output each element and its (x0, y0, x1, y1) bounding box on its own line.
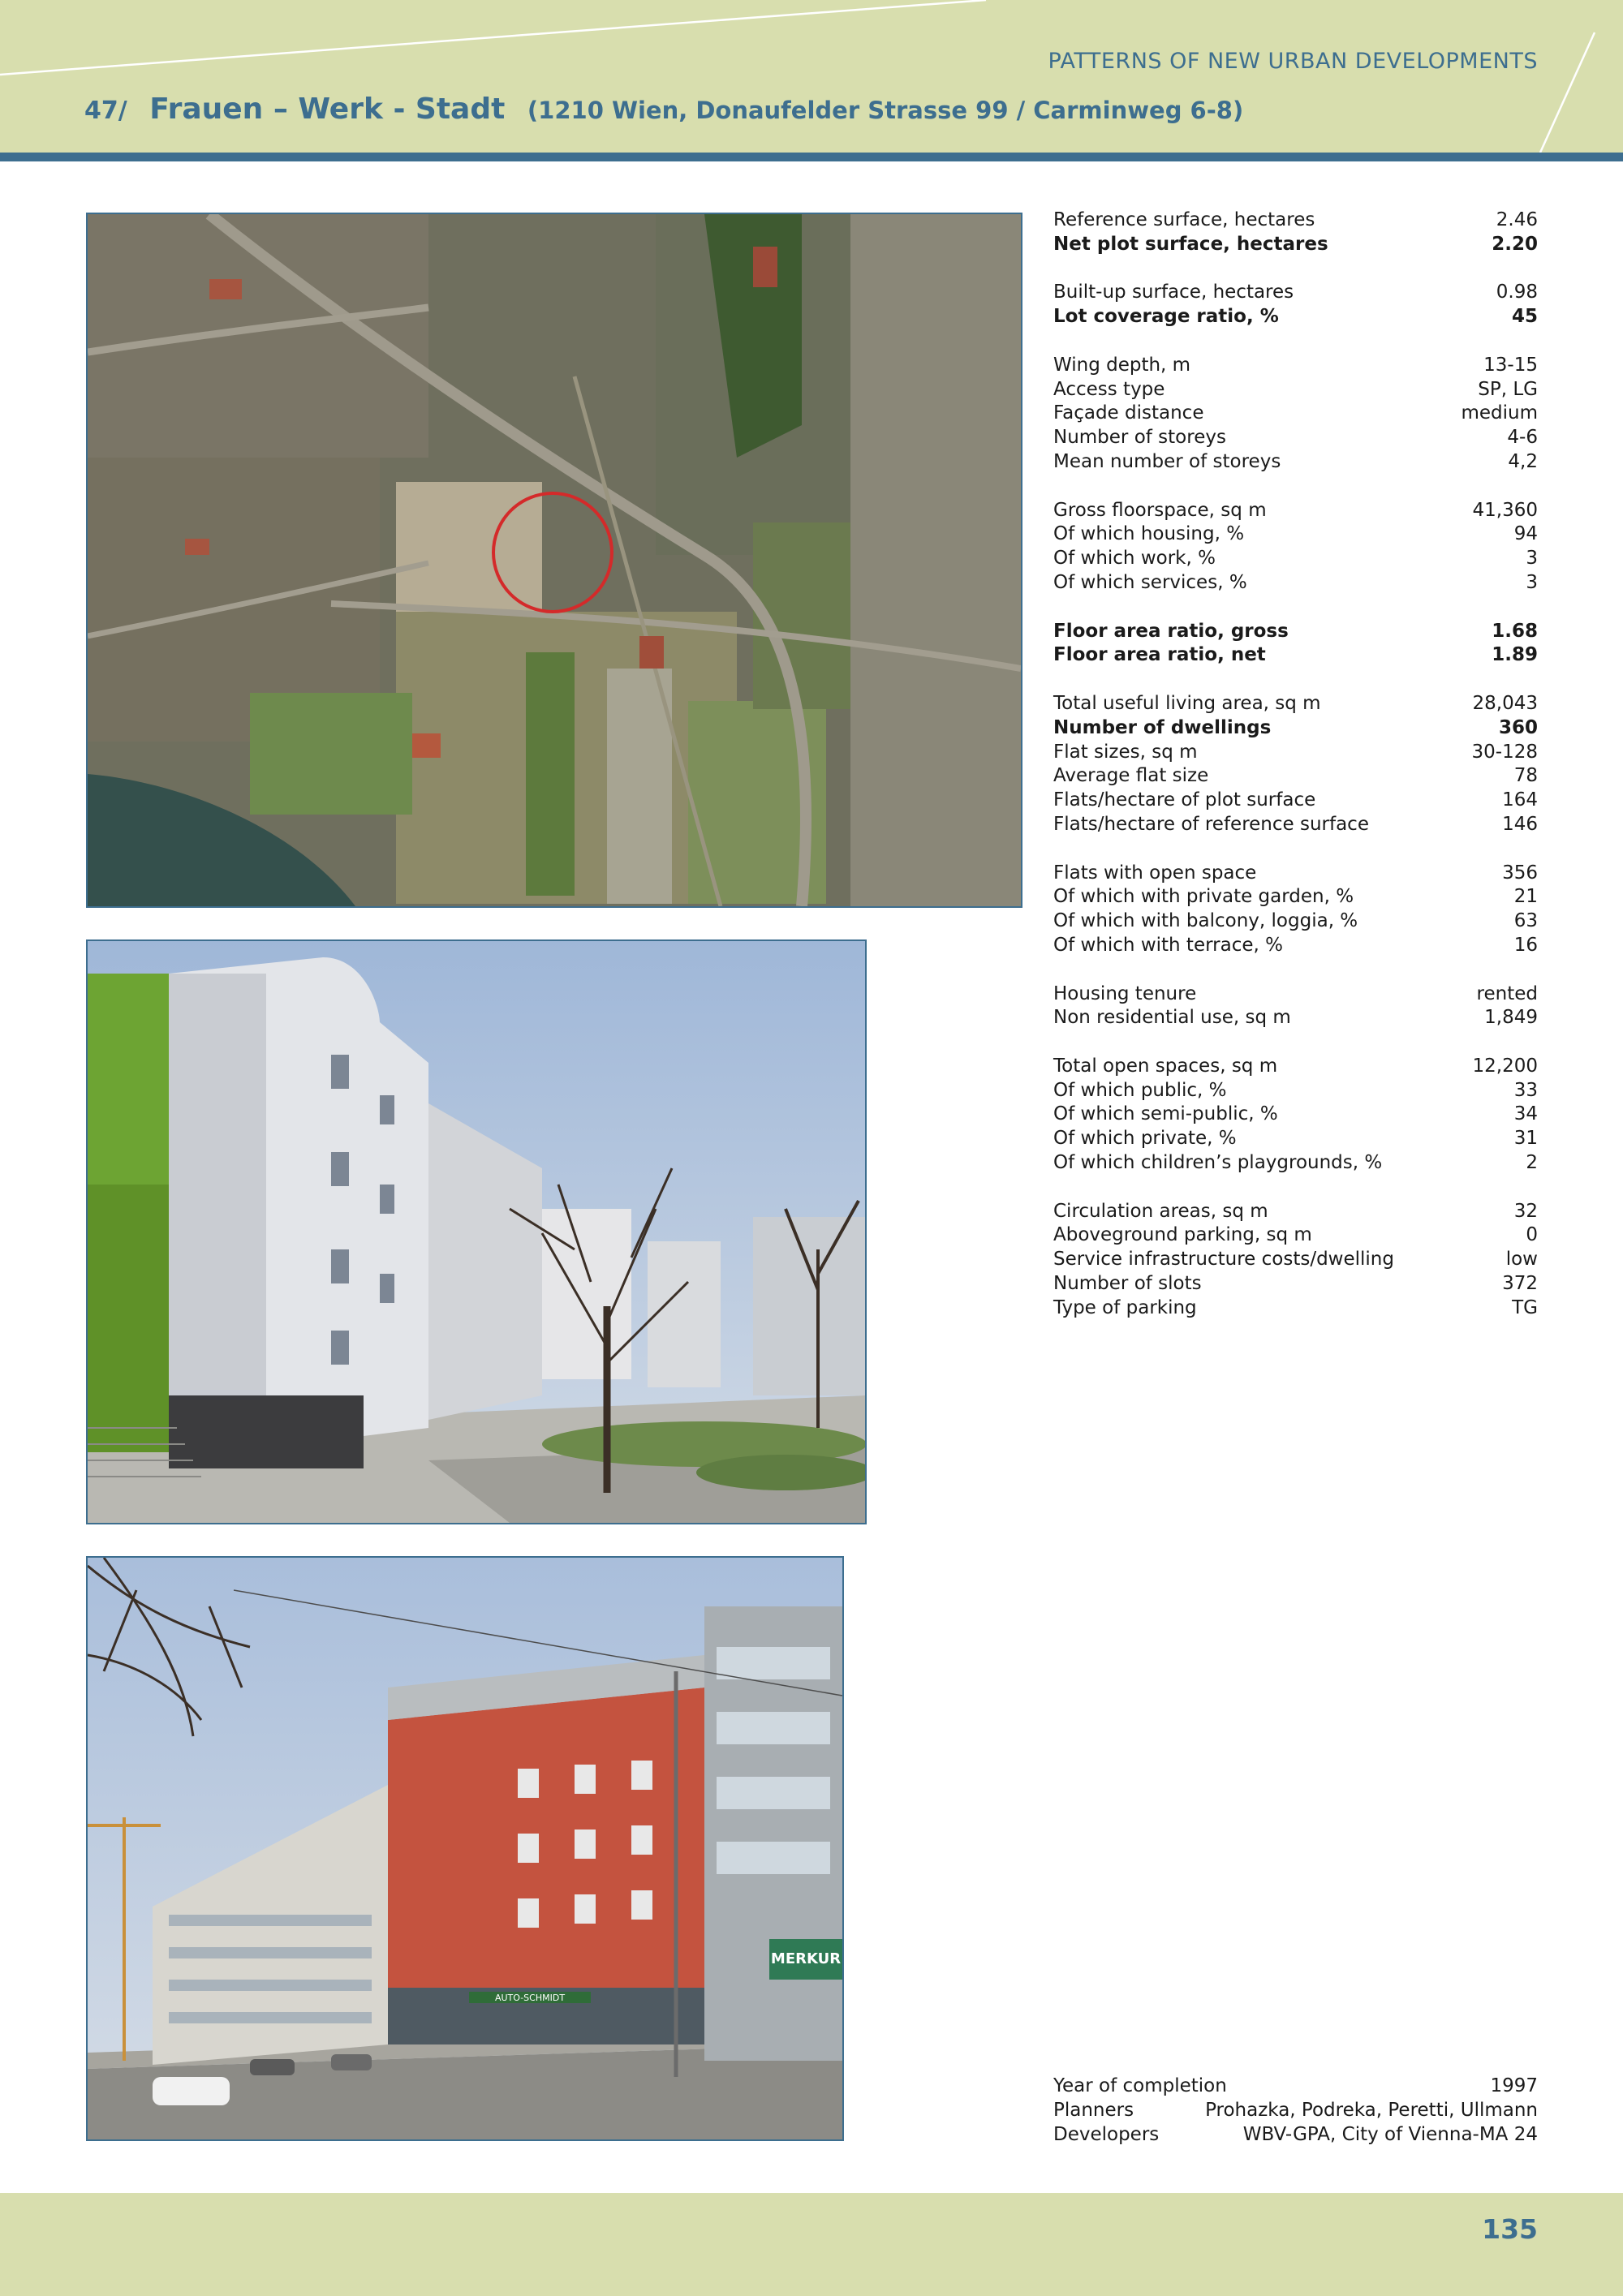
page-number: 135 (1482, 2213, 1538, 2245)
stat-label: Lot coverage ratio, % (1053, 306, 1279, 328)
stat-value: TG (1512, 1296, 1538, 1318)
stat-value: 16 (1513, 934, 1538, 956)
stat-value: 1,849 (1484, 1007, 1538, 1029)
stat-label: Number of slots (1053, 1273, 1202, 1295)
stat-label: Circulation areas, sq m (1053, 1200, 1268, 1222)
stat-row (1053, 813, 1538, 837)
aerial-site-photo (86, 213, 1022, 908)
group-gap (1053, 257, 1538, 282)
stat-value: 4-6 (1507, 427, 1538, 449)
stat-row (1053, 571, 1538, 595)
stat-value: 0 (1526, 1224, 1538, 1246)
stat-value: SP, LG (1478, 378, 1538, 400)
street-facade-photo (86, 1556, 844, 2141)
stat-value: 33 (1513, 1079, 1538, 1101)
stat-row (1053, 716, 1538, 741)
stat-row (1053, 934, 1538, 958)
aerial-image (88, 214, 1021, 906)
project-name: Frauen – Werk - Stadt (149, 92, 506, 126)
stat-label: Of which children’s playgrounds, % (1053, 1152, 1383, 1174)
shop-sign-text: AUTO-SCHMIDT (494, 1993, 566, 2003)
group-gap (1053, 329, 1538, 354)
stat-value: 45 (1511, 306, 1538, 328)
header-decoration (0, 0, 1623, 154)
stat-row (1053, 741, 1538, 765)
stat-value: 2.46 (1496, 209, 1538, 230)
stat-value: 31 (1513, 1128, 1538, 1150)
stat-row (1053, 885, 1538, 909)
stat-label: Of which with terrace, % (1053, 934, 1283, 956)
project-address: (1210 Wien, Donaufelder Strasse 99 / Carminweg 6-8) (527, 97, 1244, 124)
courtyard-image (88, 941, 865, 1523)
stat-row (1053, 789, 1538, 813)
page-heading (84, 92, 1243, 126)
series-title: PATTERNS OF NEW URBAN DEVELOPMENTS (1048, 49, 1538, 74)
group-gap (1053, 595, 1538, 620)
stat-label: Number of dwellings (1053, 716, 1272, 738)
stat-row (1053, 522, 1538, 547)
stat-label: Of which with private garden, % (1053, 886, 1354, 908)
stat-label: Service infrastructure costs/dwelling (1053, 1249, 1394, 1271)
stat-value: low (1505, 1249, 1538, 1271)
credit-value: Prohazka, Podreka, Peretti, Ullmann (1205, 2099, 1538, 2121)
stat-label: Of which public, % (1053, 1079, 1227, 1101)
stat-value: rented (1476, 982, 1538, 1004)
stat-row (1053, 862, 1538, 886)
stat-value: 2 (1526, 1152, 1538, 1174)
stat-value: 356 (1502, 862, 1538, 884)
stat-value: 146 (1502, 813, 1538, 835)
stat-label: Type of parking (1053, 1296, 1197, 1318)
street-image (88, 1558, 842, 2139)
stat-label: Reference surface, hectares (1053, 209, 1315, 230)
stat-label: Of which with balcony, loggia, % (1053, 910, 1358, 932)
stat-value: 32 (1513, 1200, 1538, 1222)
stat-value: 164 (1502, 789, 1538, 811)
courtyard-photo (86, 939, 867, 1524)
stat-label: Of which housing, % (1053, 523, 1245, 545)
footer-band (0, 2193, 1623, 2296)
stat-label: Of which private, % (1053, 1128, 1237, 1150)
stat-label: Access type (1053, 378, 1165, 400)
stat-row (1053, 426, 1538, 450)
stat-label: Wing depth, m (1053, 354, 1191, 376)
header-band (0, 0, 1623, 154)
stat-label: Flats/hectare of reference surface (1053, 813, 1369, 835)
credit-value: WBV-GPA, City of Vienna-MA 24 (1242, 2123, 1538, 2145)
stat-value: medium (1461, 402, 1538, 424)
stat-value: 1.89 (1492, 644, 1538, 666)
group-gap (1053, 1176, 1538, 1200)
group-gap (1053, 668, 1538, 692)
stat-label: Total useful living area, sq m (1053, 692, 1321, 714)
credit-row (1053, 2075, 1538, 2099)
stat-label: Of which services, % (1053, 571, 1247, 593)
stat-label: Flat sizes, sq m (1053, 741, 1198, 763)
stat-label: Number of storeys (1053, 427, 1226, 449)
credit-label: Developers (1053, 2123, 1160, 2145)
stat-label: Floor area ratio, net (1053, 644, 1266, 666)
stat-value: 0.98 (1496, 282, 1538, 303)
stat-label: Façade distance (1053, 402, 1204, 424)
credit-row (1053, 2099, 1538, 2123)
stat-value: 13-15 (1483, 354, 1538, 376)
stat-value: 78 (1513, 765, 1538, 787)
stat-value: 2.20 (1492, 233, 1538, 255)
stat-value: 63 (1513, 910, 1538, 932)
stat-label: Flats with open space (1053, 862, 1257, 884)
stat-row (1053, 1006, 1538, 1030)
stat-label: Aboveground parking, sq m (1053, 1224, 1312, 1246)
stat-row (1053, 643, 1538, 668)
stat-label: Of which semi-public, % (1053, 1103, 1278, 1125)
project-number: 47/ (84, 97, 127, 125)
stat-label: Housing tenure (1053, 982, 1197, 1004)
stat-row (1053, 354, 1538, 378)
stat-row (1053, 1127, 1538, 1151)
group-gap (1053, 475, 1538, 499)
stat-label: Flats/hectare of plot surface (1053, 789, 1316, 811)
stat-value: 360 (1498, 716, 1538, 738)
stat-label: Of which work, % (1053, 548, 1216, 570)
stat-row (1053, 305, 1538, 329)
stat-row (1053, 1079, 1538, 1103)
stat-label: Net plot surface, hectares (1053, 233, 1328, 255)
stat-value: 3 (1526, 571, 1538, 593)
credit-value: 1997 (1490, 2075, 1538, 2096)
stat-row (1053, 1103, 1538, 1127)
credit-label: Planners (1053, 2099, 1134, 2121)
stat-row (1053, 499, 1538, 523)
stat-row (1053, 1200, 1538, 1224)
stat-row (1053, 402, 1538, 426)
stat-label: Non residential use, sq m (1053, 1007, 1291, 1029)
stat-row (1053, 764, 1538, 789)
stat-value: 3 (1526, 548, 1538, 570)
stat-label: Gross floorspace, sq m (1053, 499, 1267, 521)
credit-row (1053, 2123, 1538, 2148)
stat-value: 28,043 (1472, 692, 1538, 714)
stat-row (1053, 450, 1538, 475)
stat-row (1053, 281, 1538, 305)
stat-row (1053, 692, 1538, 716)
stat-value: 12,200 (1472, 1055, 1538, 1077)
stat-row (1053, 1151, 1538, 1176)
group-gap (1053, 837, 1538, 862)
stat-row (1053, 1272, 1538, 1296)
stat-value: 34 (1513, 1103, 1538, 1125)
stat-label: Mean number of storeys (1053, 450, 1281, 472)
stat-value: 4,2 (1508, 450, 1538, 472)
stat-value: 21 (1513, 886, 1538, 908)
stat-label: Total open spaces, sq m (1053, 1055, 1278, 1077)
stat-row (1053, 982, 1538, 1007)
stat-row (1053, 1296, 1538, 1321)
key-figures-table (1053, 209, 1538, 1321)
stat-row (1053, 1223, 1538, 1248)
stat-row (1053, 233, 1538, 257)
stat-row (1053, 909, 1538, 934)
project-credits (1053, 2075, 1538, 2147)
credit-label: Year of completion (1053, 2075, 1227, 2096)
stat-value: 94 (1513, 523, 1538, 545)
stat-row (1053, 620, 1538, 644)
stat-label: Average flat size (1053, 765, 1209, 787)
store-sign-text: MERKUR (770, 1950, 842, 1967)
stat-row (1053, 209, 1538, 233)
header-rule (0, 153, 1623, 161)
stat-value: 372 (1502, 1273, 1538, 1295)
stat-row (1053, 378, 1538, 402)
stat-row (1053, 1248, 1538, 1272)
stat-row (1053, 547, 1538, 571)
stat-label: Built-up surface, hectares (1053, 282, 1294, 303)
stat-value: 1.68 (1492, 620, 1538, 642)
stat-value: 30-128 (1471, 741, 1538, 763)
stat-value: 41,360 (1472, 499, 1538, 521)
group-gap (1053, 1030, 1538, 1055)
stat-label: Floor area ratio, gross (1053, 620, 1289, 642)
group-gap (1053, 958, 1538, 982)
stat-row (1053, 1055, 1538, 1079)
